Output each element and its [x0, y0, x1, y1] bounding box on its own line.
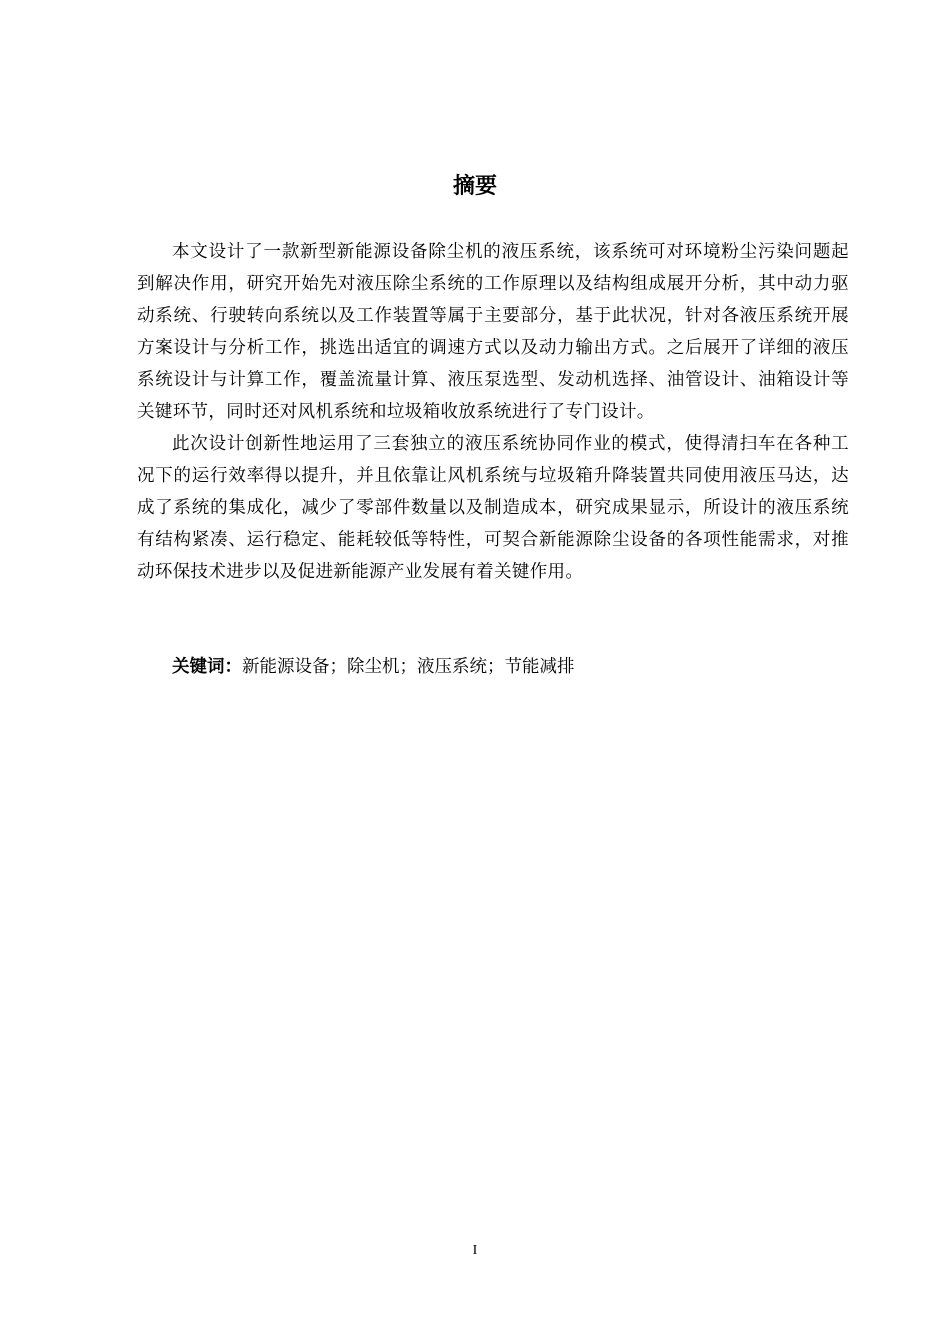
abstract-body: [137, 236, 849, 588]
page-title: 摘要: [452, 174, 497, 199]
page-number: I: [472, 1243, 478, 1258]
keywords-line: [137, 651, 849, 683]
abstract-paragraph-2: 此次设计创新性地运用了三套独立的液压系统协同作业的模式，使得清扫车在各种工况下的运行效率得以提升，并且依靠让风机系统与垃圾箱升降装置共同使用液压马达，达成了系统的集成化，减少了零部件数量以及制造成本，研究成果显示，所设计的液压系统有结构紧凑、运行稳定、能耗较低等特性，可契合新能源除尘设备的各项性能需求，对推动环保技术进步以及促进新能源产业发展有着关键作用。: [137, 434, 849, 582]
abstract-paragraph-1: 本文设计了一款新型新能源设备除尘机的液压系统，该系统可对环境粉尘污染问题起到解决作用，研究开始先对液压除尘系统的工作原理以及结构组成展开分析，其中动力驱动系统、行驶转向系统以及工作装置等属于主要部分，基于此状况，针对各液压系统开展方案设计与分析工作，挑选出适宜的调速方式以及动力输出方式。之后展开了详细的液压系统设计与计算工作，覆盖流量计算、液压泵选型、发动机选择、油管设计、油箱设计等关键环节，同时还对风机系统和垃圾箱收放系统进行了专门设计。: [137, 242, 849, 422]
keywords-label: 关键词：: [172, 657, 242, 677]
keywords-text: 新能源设备；除尘机；液压系统；节能减排: [242, 657, 575, 677]
